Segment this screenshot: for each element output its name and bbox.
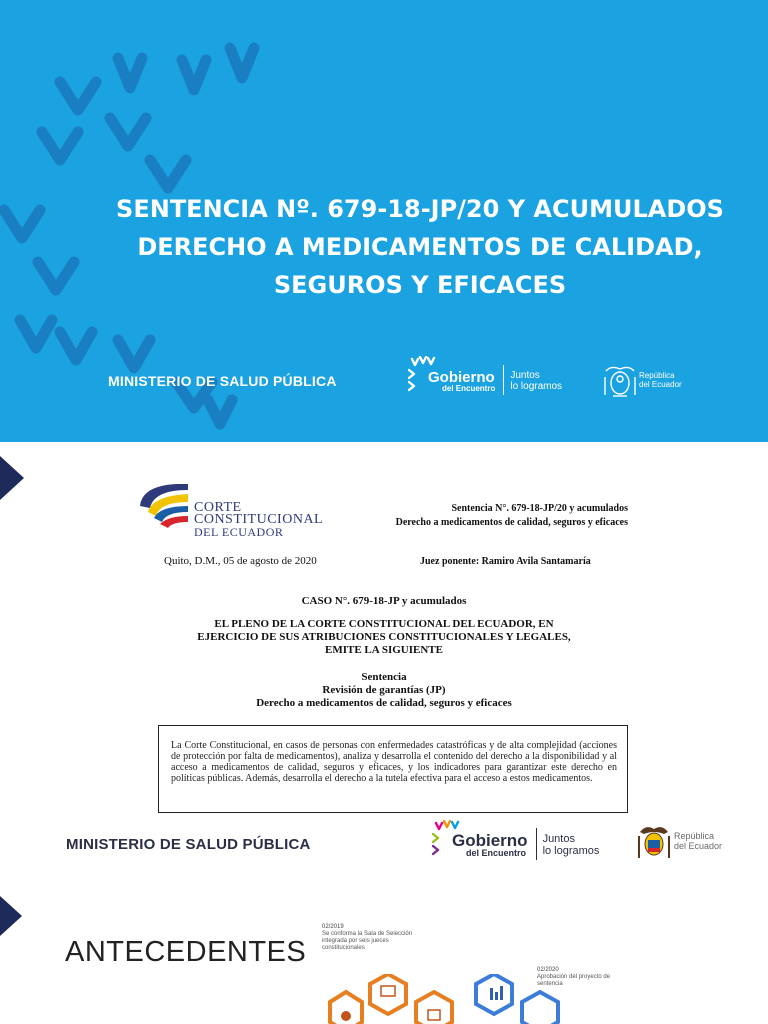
timeline-text: sentencia: [537, 981, 563, 987]
title-line: SENTENCIA Nº. 679-18-JP/20 Y ACUMULADOS: [116, 195, 724, 223]
timeline-text: Se conforma la Sala de Selección: [322, 931, 413, 937]
republica-logo: [603, 361, 682, 401]
section-title: ANTECEDENTES: [65, 936, 307, 968]
case-number: CASO N°. 679-18-JP y acumulados: [301, 595, 467, 607]
abstract-box: La Corte Constitucional, en casos de personas con enfermedades catastróficas y de alta complejidad (acciones de protección por falta de medicamentos), analiza y desarrolla el contenido del derecho a la disponibilidad y al acceso a medicamentos de calidad, seguros y eficaces, y los indicadores para garantizar este derecho en políticas públicas. Además, desarrolla el derecho a la tutela efectiva para el acceso a estos medicamentos.: [158, 725, 628, 813]
antecedentes-slide: [0, 882, 768, 1024]
timeline-entry: [322, 924, 412, 952]
ecuador-coat-of-arms-icon: [603, 361, 637, 401]
republica-logo: [636, 822, 722, 862]
slogan-line-2: lo logramos: [510, 381, 563, 392]
judge-name: Juez ponente: Ramiro Avila Santamaría: [420, 556, 591, 567]
republica-line-1: República: [639, 371, 675, 381]
document-header: [350, 502, 628, 530]
header-line-2: Derecho a medicamentos de calidad, seguros y eficaces: [395, 517, 628, 528]
logo-divider: [503, 365, 504, 395]
court-name-line-3: DEL ECUADOR: [194, 525, 284, 539]
title-slide: [0, 0, 768, 442]
sentencia-heading: [0, 671, 768, 710]
chart-icon: [341, 1011, 351, 1021]
timeline-text: Aprobación del proyecto de: [537, 974, 611, 980]
sentencia-line: Derecho a medicamentos de calidad, seguros y eficaces: [256, 697, 512, 709]
timeline-date: 02/2020: [537, 967, 559, 973]
slide-title: [80, 190, 760, 304]
corte-constitucional-logo-icon: [138, 482, 190, 530]
gobierno-logo: [432, 820, 599, 860]
ministry-label: MINISTERIO DE SALUD PÚBLICA: [66, 836, 311, 853]
gobierno-subtitle: del Encuentro: [442, 383, 496, 393]
court-name-line-1: CORTE: [194, 500, 242, 515]
pleno-line: EL PLENO DE LA CORTE CONSTITUCIONAL DEL ECUADOR, EN: [214, 618, 554, 630]
timeline-text: integrada por seis jueces: [322, 938, 389, 944]
calendar-icon: [428, 1010, 440, 1020]
slogan: [510, 370, 562, 392]
title-line: DERECHO A MEDICAMENTOS DE CALIDAD,: [137, 233, 703, 261]
title-line: SEGUROS Y EFICACES: [273, 271, 567, 299]
gobierno-wordmark: Gobierno: [452, 831, 528, 850]
presentation-icon: [381, 986, 395, 996]
slogan: [543, 833, 600, 857]
sentencia-line: Sentencia: [361, 671, 407, 683]
gobierno-subtitle: del Encuentro: [466, 848, 527, 858]
logo-divider: [536, 828, 537, 860]
timeline-text: constitucionales: [322, 945, 365, 951]
slide-arrow-icon: [0, 456, 26, 500]
document-icon: [490, 986, 503, 1000]
place-date: Quito, D.M., 05 de agosto de 2020: [164, 555, 317, 567]
slogan-line-2: lo logramos: [542, 845, 600, 857]
republica-line-2: del Ecuador: [674, 841, 723, 851]
header-line-1: Sentencia N°. 679-18-JP/20 y acumulados: [451, 503, 628, 514]
gobierno-wordmark: Gobierno: [428, 368, 495, 386]
slogan-line-1: Juntos: [510, 370, 540, 381]
ministry-label: MINISTERIO DE SALUD PÚBLICA: [108, 373, 337, 389]
pleno-line: EMITE LA SIGUIENTE: [325, 644, 443, 656]
pleno-heading: [0, 618, 768, 657]
slide-arrow-icon: [0, 896, 26, 936]
court-name-line-2: CONSTITUCIONAL: [194, 512, 324, 527]
republica-line-1: República: [674, 831, 715, 842]
timeline-hexagons: [310, 974, 590, 1024]
court-name: [194, 502, 323, 538]
pleno-line: EJERCICIO DE SUS ATRIBUCIONES CONSTITUCIONALES Y LEGALES,: [197, 631, 571, 643]
timeline-date: 02/2019: [322, 924, 344, 930]
document-slide: [0, 442, 768, 882]
sentencia-line: Revisión de garantías (JP): [322, 684, 446, 696]
ecuador-coat-of-arms-icon: [636, 822, 672, 862]
slogan-line-1: Juntos: [542, 832, 575, 845]
gobierno-logo: [408, 356, 562, 396]
republica-line-2: del Ecuador: [639, 380, 682, 389]
